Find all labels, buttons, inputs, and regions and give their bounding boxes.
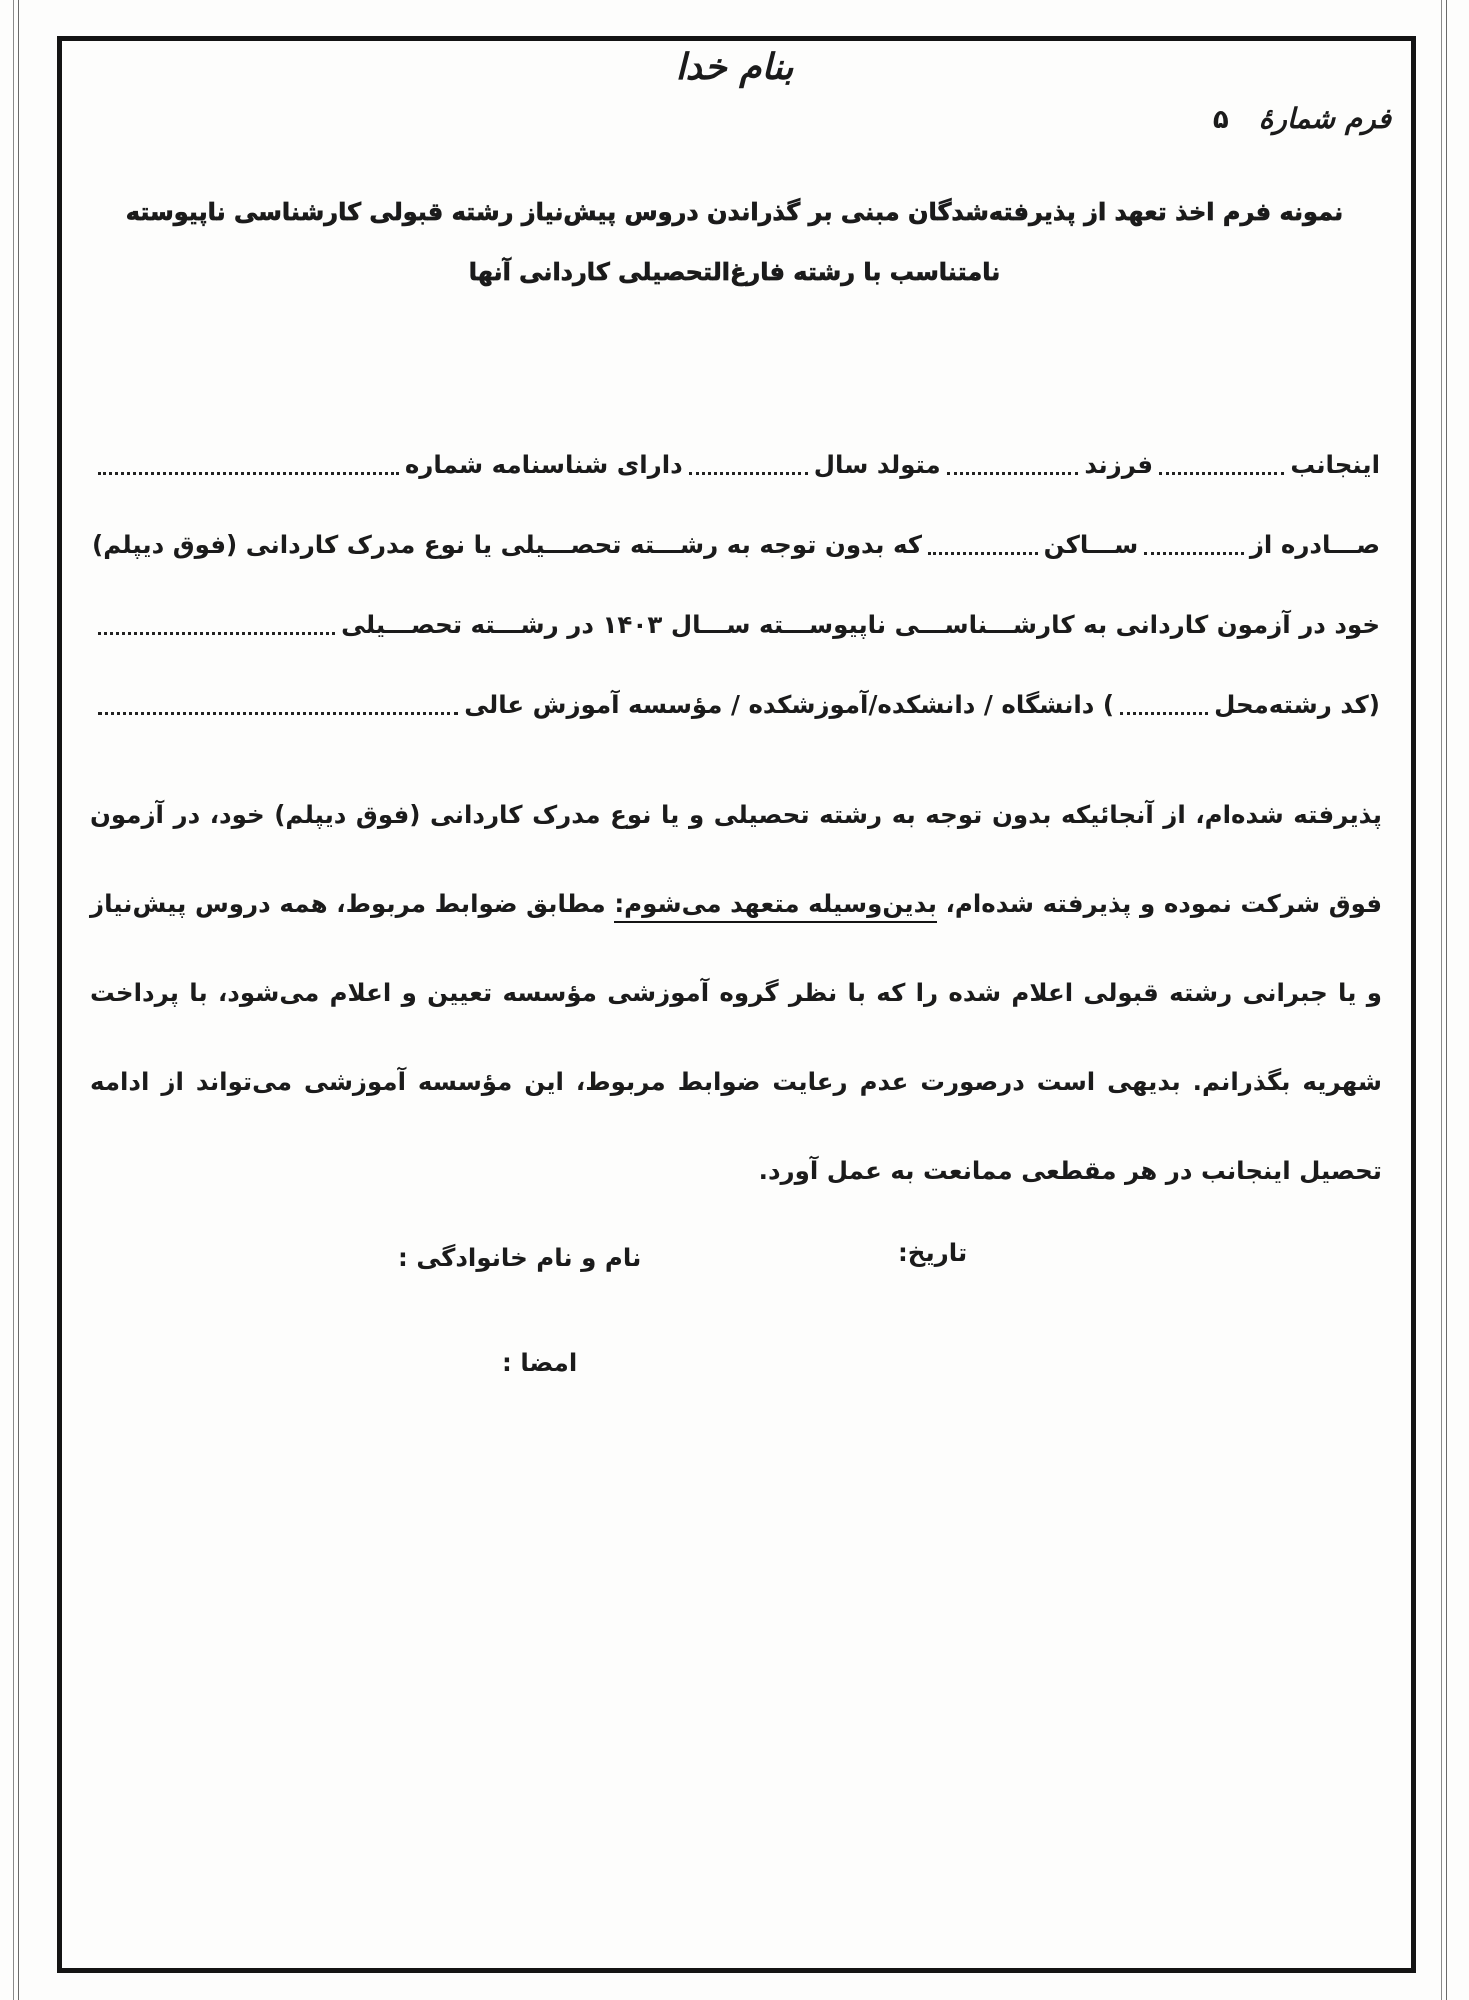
blank-institution-name[interactable] xyxy=(98,712,458,715)
label-id-number: دارای شناسنامه شماره xyxy=(404,450,683,479)
name-label: نام و نام خانوادگی : xyxy=(398,1243,642,1272)
blank-issued-from[interactable] xyxy=(1144,552,1244,555)
label-birth-year: متولد سال xyxy=(813,450,941,479)
besmellah-heading: بنام خدا xyxy=(675,46,794,88)
blank-residence[interactable] xyxy=(928,552,1038,555)
blank-father-name[interactable] xyxy=(947,472,1079,475)
text-regardless-clause: که بدون توجه به رشـــته تحصـــیلی یا نوع مدرک کاردانی (فوق دیپلم) xyxy=(92,530,923,559)
label-father-name: فرزند xyxy=(1084,450,1154,479)
text-exam-year-clause: خود در آزمون کاردانی به کارشـــناســـی ناپیوســـته ســـال ۱۴۰۳ در رشـــته تحصـــیلی xyxy=(341,610,1380,639)
signature-label: امضا : xyxy=(502,1348,578,1377)
pledge-underlined-commitment: بدین‌وسیله متعهد می‌شوم: xyxy=(614,889,937,923)
blank-study-field[interactable] xyxy=(98,632,335,635)
scan-edge-line-right xyxy=(1441,0,1447,2000)
date-label: تاریخ: xyxy=(898,1238,968,1267)
label-field-code: (کد رشته‌محل xyxy=(1214,690,1380,719)
pledge-text-part2: مطابق ضوابط مربوط، همه دروس پیش‌نیاز و یا جبرانی رشته قبولی اعلام شده را که با نظر گروه آموزشی مؤسسه تعیین و اعلام می‌شود، با پرداخت شهریه بگذرانم. بدیهی است درصورت عدم رعایت ضوابط مربوط، این مؤسسه آموزشی می‌تواند از ادامه تحصیل اینجانب در هر مقطعی ممانعت به عمل آورد. xyxy=(90,889,1382,1185)
label-residence: ســـاکن xyxy=(1043,530,1139,559)
field-row-issue-residence xyxy=(92,524,1380,564)
blank-birth-year[interactable] xyxy=(689,472,808,475)
document-title-line1: نمونه فرم اخذ تعهد از پذیرفته‌شدگان مبنی بر گذراندن دروس پیش‌نیاز رشته قبولی کارشناسی ناپیوسته xyxy=(125,198,1344,226)
field-row-identity xyxy=(92,444,1380,484)
pledge-text-part1: پذیرفته شده‌ام، از آنجائیکه بدون توجه به رشته تحصیلی و یا نوع مدرک کاردانی (فوق دیپلم) خود، در آزمون فوق شرکت نموده و پذیرفته شده‌ام، xyxy=(90,800,1382,918)
blank-full-name[interactable] xyxy=(1159,472,1284,475)
blank-id-number[interactable] xyxy=(98,472,399,475)
label-injaneb: اینجانب xyxy=(1290,450,1380,479)
field-row-institution xyxy=(92,684,1380,724)
blank-field-code[interactable] xyxy=(1120,712,1208,715)
scan-edge-line-left xyxy=(13,0,19,2000)
label-institution: ) دانشگاه / دانشکده/آموزشکده / مؤسسه آموزش عالی xyxy=(464,690,1115,719)
form-number xyxy=(1213,102,1391,135)
label-issued-from: صـــادره از xyxy=(1249,530,1380,559)
field-row-exam-field xyxy=(92,604,1380,644)
form-number-value: ۵ xyxy=(1212,105,1229,135)
document-title xyxy=(110,182,1359,302)
form-number-label: فرم شمارهٔ xyxy=(1258,102,1391,135)
document-title-line2: نامتناسب با رشته فارغ‌التحصیلی کاردانی آنها xyxy=(468,258,1001,286)
fill-in-fields xyxy=(92,444,1380,764)
pledge-paragraph xyxy=(90,770,1382,1215)
